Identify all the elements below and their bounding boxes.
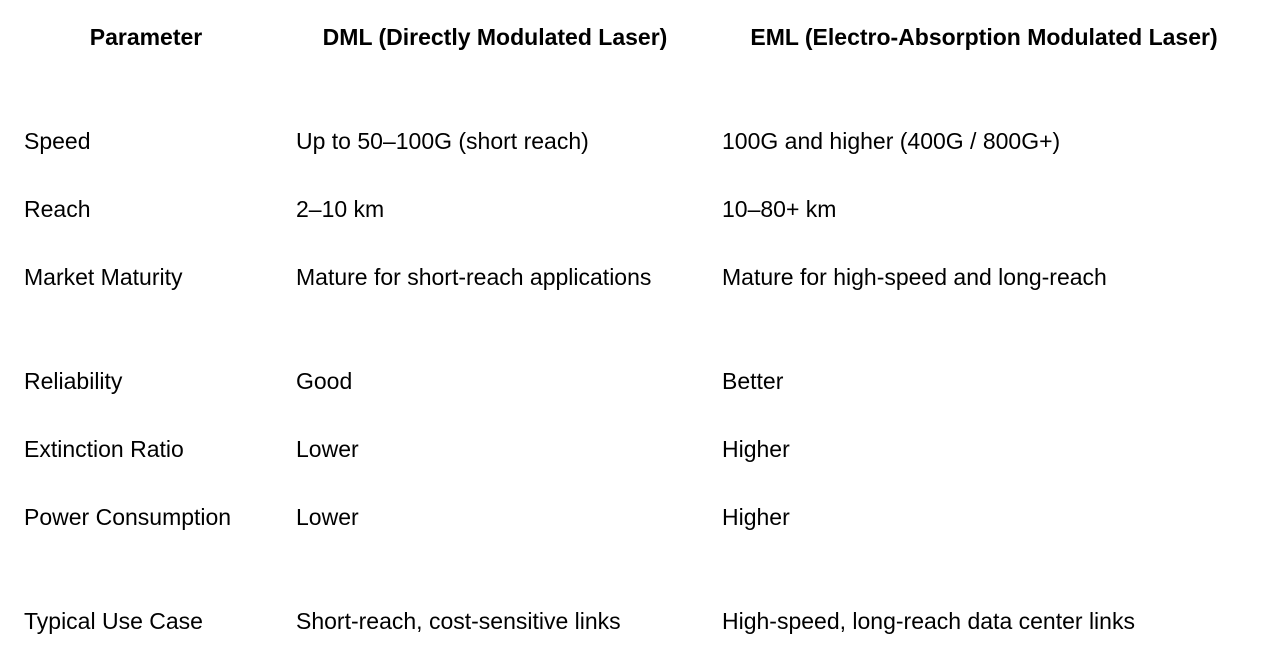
eml-cell: High-speed, long-reach data center links xyxy=(722,608,1135,634)
table-row xyxy=(0,608,1270,638)
table-row xyxy=(0,436,1270,466)
eml-cell: Better xyxy=(722,368,784,394)
eml-cell: 10–80+ km xyxy=(722,196,837,222)
table-row xyxy=(0,196,1270,226)
dml-cell: Good xyxy=(296,368,353,394)
parameter-cell: Power Consumption xyxy=(24,504,232,530)
parameter-cell: Reliability xyxy=(24,368,123,394)
dml-cell: Lower xyxy=(296,504,359,530)
table-row xyxy=(0,128,1270,158)
header-parameter: Parameter xyxy=(89,24,203,50)
parameter-cell: Reach xyxy=(24,196,91,222)
table-row xyxy=(0,264,1270,294)
dml-cell: Mature for short-reach applications xyxy=(296,264,652,290)
table-row xyxy=(0,368,1270,398)
parameter-cell: Market Maturity xyxy=(24,264,183,290)
table-row xyxy=(0,504,1270,534)
eml-cell: Higher xyxy=(722,436,790,462)
dml-cell: Lower xyxy=(296,436,359,462)
eml-cell: 100G and higher (400G / 800G+) xyxy=(722,128,1061,154)
table-header xyxy=(0,24,1270,56)
parameter-cell: Typical Use Case xyxy=(24,608,203,634)
dml-cell: Short-reach, cost-sensitive links xyxy=(296,608,621,634)
header-eml: EML (Electro-Absorption Modulated Laser) xyxy=(750,24,1218,50)
header-dml: DML (Directly Modulated Laser) xyxy=(322,24,668,50)
parameter-cell: Extinction Ratio xyxy=(24,436,184,462)
dml-cell: 2–10 km xyxy=(296,196,385,222)
eml-cell: Mature for high-speed and long-reach xyxy=(722,264,1107,290)
eml-cell: Higher xyxy=(722,504,790,530)
dml-cell: Up to 50–100G (short reach) xyxy=(296,128,589,154)
parameter-cell: Speed xyxy=(24,128,91,154)
